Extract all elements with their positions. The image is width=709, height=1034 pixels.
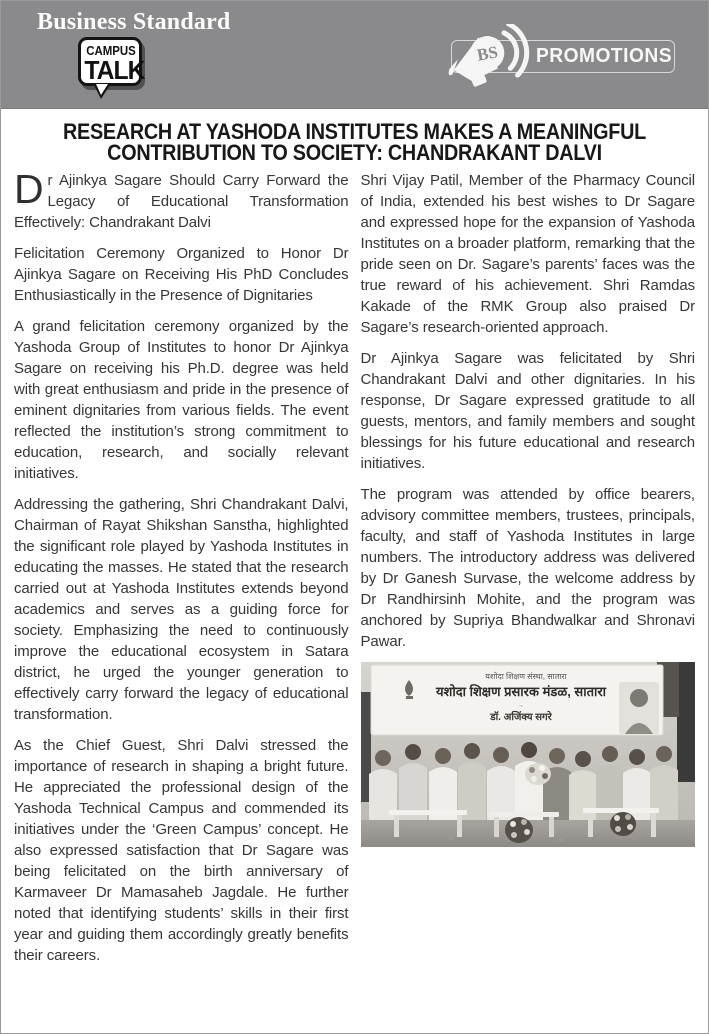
campus-talk-line1: CAMPUS (86, 43, 136, 58)
lead-text: r Ajinkya Sagare Should Carry Forward the Legacy of Educational Transformation Effectively: Chandrakant Dalvi (14, 172, 349, 231)
paragraph: A grand felicitation ceremony organized by the Yashoda Group of Institutes to honor Dr Ajinkya Sagare on receiving his Ph.D. degree was held with great enthusiasm and pride in the presence of eminent dignitaries from various fields. The event reflected the institution’s strong commitment to education, research, and socially relevant initiatives. (14, 318, 349, 482)
megaphone-icon (438, 24, 538, 90)
campus-talk-logo (78, 37, 145, 86)
banner-line3: डॉ. अजिंक्य सगरे (489, 712, 552, 723)
ceremony-photo (361, 662, 695, 847)
paragraph: Dr Ajinkya Sagare was felicitated by Shri Chandrakant Dalvi and other dignitaries. In his response, Dr Sagare expressed gratitude to all guests, mentors, and family members and sought blessings for his future educational and research initiatives. (360, 350, 695, 472)
banner-line1: यशोदा शिक्षण संस्था, सातारा (484, 672, 567, 681)
headline-line2: CONTRIBUTION TO SOCIETY: CHANDRAKANT DALVI (107, 139, 602, 165)
banner-subline: ~ (518, 704, 523, 710)
paragraph: As the Chief Guest, Shri Dalvi stressed the importance of research in shaping a bright future. He appreciated the professional design of the Yashoda Technical Campus and commended its initiatives under the ‘Green Campus’ concept. He also expressed satisfaction that Dr Sagare was being felicitated on the birth anniversary of Karmaveer Dr Mamasaheb Jagdale. He further noted that identifying students’ skills in their first year and guiding them accordingly greatly benefits their careers. (14, 737, 349, 964)
flower-bouquet (525, 763, 551, 785)
speech-bubble-icon (78, 37, 145, 86)
headline-line1: RESEARCH AT YASHODA INSTITUTES MAKES A MEANINGFUL (62, 119, 647, 144)
paragraph: The program was attended by office bearers, advisory committee members, trustees, principals, faculty, and staff of Yashoda Institutes in large numbers. The introductory address was delivered by Dr Ganesh Survase, the welcome address by Dr Randhirsinh Mohite, and the program was anchored by Supriya Bhandwalkar and Shronavi Pawar. (360, 486, 695, 650)
paragraph: Addressing the gathering, Shri Chandrakant Dalvi, Chairman of Rayat Shikshan Sanstha, highlighted the significant role played by Yashoda Institutes in educating the masses. He stated that the research carried out at Yashoda Institutes extends beyond academics and serves as a guiding force for society. Emphasizing the need to continuously improve the educational ecosystem in Satara district, he urged the younger generation to effectively carry forward the legacy of educational transformation. (14, 496, 349, 723)
lead-paragraph (14, 166, 349, 233)
bs-promotions-logo (451, 40, 675, 73)
article-body (1, 109, 708, 976)
paragraph: Felicitation Ceremony Organized to Honor Dr Ajinkya Sagare on Receiving His PhD Concludes Enthusiastically in the Presence of Dignitaries (14, 245, 349, 304)
drop-cap: D (14, 166, 44, 212)
banner-line2: यशोदा शिक्षण प्रसारक मंडळ, सातारा (435, 684, 606, 699)
promotions-label: PROMOTIONS (536, 45, 673, 67)
left-column (14, 166, 349, 976)
article-headline (48, 119, 661, 165)
flower-arrangement (610, 812, 636, 836)
right-column (361, 170, 696, 976)
business-standard-logo: Business Standard (37, 9, 231, 35)
campus-talk-line2: TALK (84, 55, 145, 85)
masthead-band (1, 1, 708, 109)
paragraph: Shri Vijay Patil, Member of the Pharmacy Council of India, extended his best wishes to Dr Sagare and expressed hope for the expansion of Yashoda Institutes on a broader platform, remarking that the pride seen on Dr. Sagare’s parents’ faces was the true reward of his achievement. Shri Ramdas Kakade of the RMK Group also praised Dr Sagare’s research-oriented approach. (360, 172, 695, 336)
flower-arrangement (505, 817, 533, 843)
svg-text:BS: BS (475, 42, 500, 65)
